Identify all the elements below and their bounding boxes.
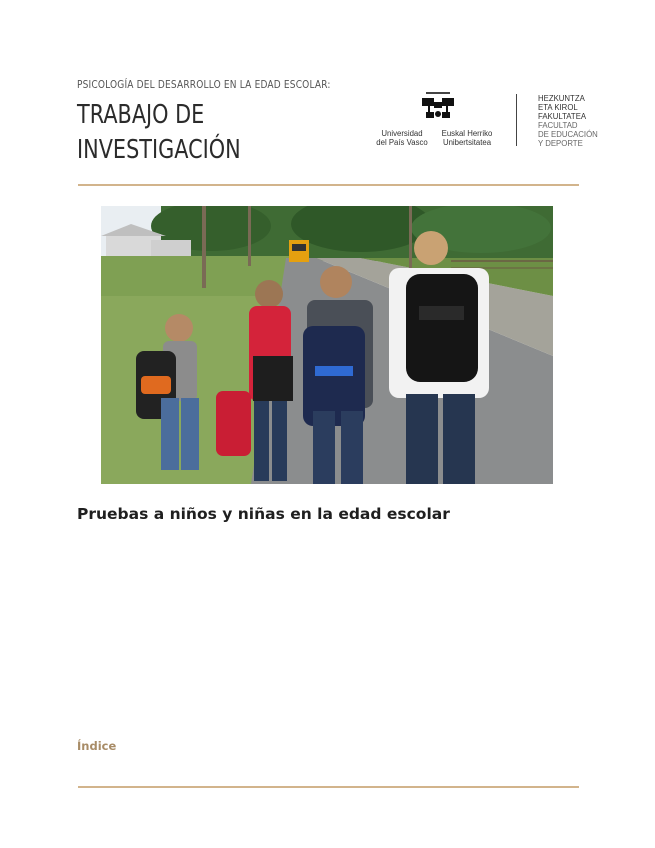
title-line-1: TRABAJO DE [77,100,205,130]
document-title [77,98,277,168]
document-subtitle: Pruebas a niños y niñas en la edad escolar [77,505,450,523]
faculty-name: HEZKUNTZA ETA KIROL FAKULTATEA FACULTAD DE EDUCACIÓN Y DEPORTE [538,94,598,148]
title-line-2: INVESTIGACIÓN [77,135,241,165]
university-name-es: Universidad del País Vasco [376,129,428,147]
course-kicker: PSICOLOGÍA DEL DESARROLLO EN LA EDAD ESCOLAR: [77,79,331,91]
ehu-emblem-icon [416,92,460,128]
header-divider [78,184,579,186]
logo-divider [516,94,517,146]
university-logo [368,92,608,152]
cover-photo [101,206,553,484]
index-divider [78,786,579,788]
index-heading: Índice [77,739,117,753]
children-with-backpacks-photo-icon [101,206,553,484]
university-name-eu: Euskal Herriko Unibertsitatea [441,129,493,147]
